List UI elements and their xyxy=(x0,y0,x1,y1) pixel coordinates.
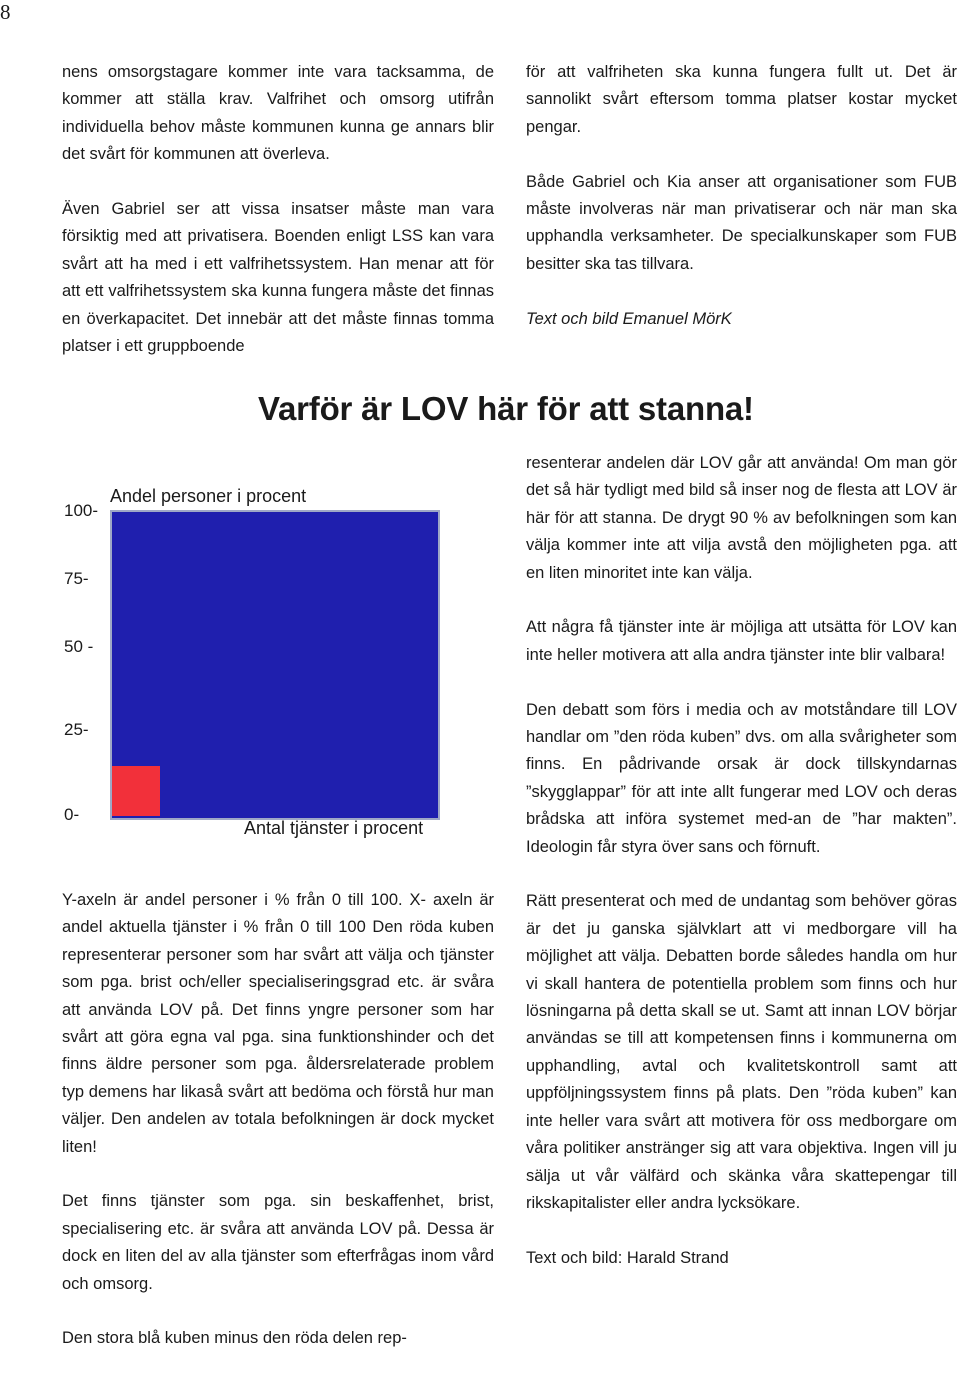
y-tick-label: 25- xyxy=(64,720,89,739)
y-axis-label: Andel personer i procent xyxy=(110,486,307,506)
paragraph: Både Gabriel och Kia anser att organisationer som FUB måste involveras när man privatiserar och när man ska upphandla verksamheter. De specialkunskaper som FUB besitter ska tas tillvara. xyxy=(526,172,957,273)
x-axis-label: Antal tjänster i procent xyxy=(244,818,424,838)
page-number: 8 xyxy=(0,0,11,24)
y-tick-label: 50 - xyxy=(64,637,94,656)
paragraph: för att valfriheten ska kunna fungera fullt ut. Det är sannolikt svårt eftersom tomma platser kostar mycket pengar. xyxy=(526,63,957,136)
column-left-top xyxy=(62,59,494,360)
column-right-bottom xyxy=(526,450,957,1272)
paragraph: Den debatt som förs i media och av motståndare till LOV handlar om ”den röda kuben” dvs. om alla svårigheter som finns. En pådrivande orsak är dock tillskyndarnas ”skygglappar” för att inte allt fungerar med LOV och deras brådska att införa systemet med-an de ”har makten”. Ideologin får styra över sans och förnuft. xyxy=(526,700,957,856)
column-right-top xyxy=(526,59,957,333)
paragraph: Det finns tjänster som pga. sin beskaffenhet, brist, specialisering etc. är svåra att använda LOV på. Dessa är dock en liten del av alla tjänster som efterfrågas inom vård och omsorg. xyxy=(62,1192,494,1293)
paragraph: Rätt presenterat och med de undantag som behöver göras är det ju ganska självklart att vi medborgare vill ha möjlighet att välja. Debatten borde således handla om hur vi skall hantera de potentiella problem som finns och hur lösningarna på detta skall se ut. Samt att innan LOV börjar användas se till att kompetensen finns i kommunerna om upphandling, avtal och kvalitetskontroll samt att uppföljningssystem finns på plats. Den ”röda kuben” kan inte heller vara svårt att motivera för oss medborgare om våra politiker anstränger sig att vara objektiva. Ingen vill ju sälja ut vår välfärd och skänka våra skattepengar till rikskapitalister eller andra lycksökare. xyxy=(526,892,957,1212)
paragraph: Även Gabriel ser att vissa insatser måste man vara försiktig med att privatisera. Boenden enligt LSS kan vara svårt att ha med i ett valfrihetssystem. Han menar att för att ett valfrihetssystem ska kunna fungera måste det finnas en överkapacitet. Det innebär att det måste finnas tomma platser i ett gruppboende xyxy=(62,200,494,356)
byline: Text och bild Emanuel MörK xyxy=(526,309,732,328)
article-heading: Varför är LOV här för att stanna! xyxy=(258,390,754,427)
column-left-bottom xyxy=(62,887,494,1353)
byline: Text och bild: Harald Strand xyxy=(526,1248,729,1267)
y-tick-label: 100- xyxy=(64,501,99,520)
paragraph: resenterar andelen där LOV går att använda! Om man gör det så här tydligt med bild så inser nog de flesta att LOV är här för att stanna. De drygt 90 % av befolkningen som kan välja kommer inte att vilja avstå den möjligheten pga. att en liten minoritet inte kan välja. xyxy=(526,454,957,582)
paragraph: Den stora blå kuben minus den röda delen rep- xyxy=(62,1329,407,1348)
paragraph: Y-axeln är andel personer i % från 0 till 100. X- axeln är andel aktuella tjänster i % från 0 till 100 Den röda kuben representerar personer som har svårt att välja och tjänster som pga. brist och/eller specialiseringsgrad etc. är svåra att använda LOV på. Det finns yngre personer som har svårt att göra egna val pga. sina funktionshinder och det finns äldre personer som pga. åldersrelaterade problem typ demens har likaså svårt att bedöma och förstå hur man väljer. Den andelen av totala befolkningen är dock mycket liten! xyxy=(62,891,494,1156)
red-cube xyxy=(112,766,160,816)
y-tick-label: 75- xyxy=(64,569,89,588)
y-tick-label: 0- xyxy=(64,805,80,824)
paragraph: Att några få tjänster inte är möjliga att utsätta för LOV kan inte heller motivera att alla andra tjänster inte blir valbara! xyxy=(526,618,957,664)
paragraph: nens omsorgstagare kommer inte vara tacksamma, de kommer att ställa krav. Valfrihet och omsorg utifrån individuella behov måste kommunen kunna ge annars blir det svårt för kommunen att överleva. xyxy=(62,63,494,164)
